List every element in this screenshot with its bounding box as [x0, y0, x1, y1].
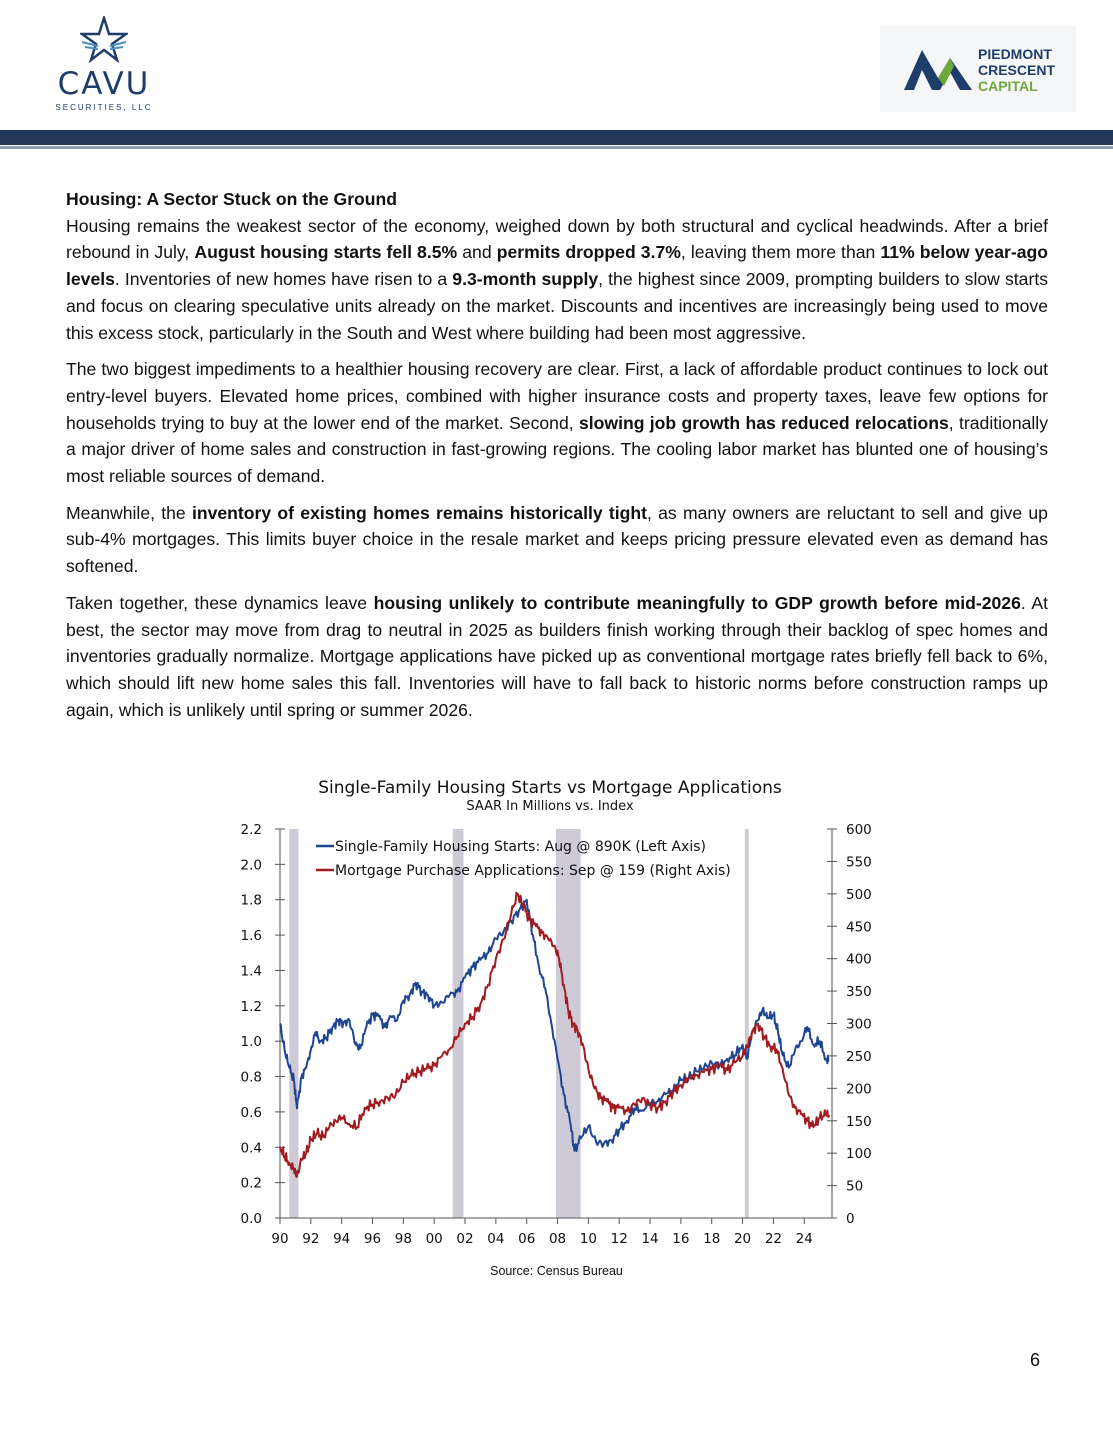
- page-number: 6: [1030, 1350, 1041, 1370]
- x-tick-label: 12: [610, 1231, 628, 1247]
- x-tick-label: 00: [425, 1231, 443, 1247]
- chart: [222, 772, 902, 1252]
- x-tick-label: 20: [733, 1231, 752, 1247]
- piedmont-line-3: CAPITAL: [978, 78, 1038, 94]
- piedmont-line-2: CRESCENT: [978, 62, 1056, 78]
- y-right-tick-label: 550: [846, 854, 872, 871]
- text-run: . Inventories of new homes have risen to a: [114, 269, 453, 290]
- y-right-tick-label: 100: [846, 1146, 872, 1163]
- text-run: Taken together, these dynamics leave: [66, 592, 374, 613]
- y-right-tick-label: 300: [846, 1016, 872, 1033]
- y-right-tick-label: 400: [846, 951, 872, 968]
- recession-band: [745, 829, 749, 1218]
- x-tick-label: 02: [456, 1231, 474, 1247]
- piedmont-line-1: PIEDMONT: [978, 46, 1052, 62]
- text-run: Housing remains the weakest sector of the economy, weighed down by both structural and cyclical headwinds. After a brief rebound in July,: [66, 215, 1048, 263]
- paragraph-2: [66, 356, 1048, 490]
- x-tick-label: 98: [394, 1231, 412, 1247]
- x-tick-label: 10: [579, 1231, 597, 1247]
- y-left-tick-label: 0.8: [240, 1069, 262, 1086]
- text-run: Meanwhile, the: [66, 502, 192, 523]
- bold-run: slowing job growth has reduced relocations: [578, 412, 949, 433]
- y-left-tick-label: 1.4: [240, 963, 262, 980]
- chart-title: Single-Family Housing Starts vs Mortgage Applications: [318, 778, 782, 798]
- y-right-tick-label: 600: [846, 822, 872, 838]
- cavu-tagline: SECURITIES, LLC: [55, 103, 153, 112]
- piedmont-wordmark: [978, 46, 1055, 94]
- chart-svg: [222, 772, 902, 1252]
- y-right-tick-label: 50: [846, 1178, 864, 1195]
- text-run: , traditionally a major driver of home sales and construction in fast-growing regions. The cooling labor market has blunted one of housing’s most reliable sources of demand.: [66, 412, 1048, 487]
- paragraph-4: [66, 590, 1048, 724]
- bold-run: housing unlikely to contribute meaningfully to GDP growth before mid-2026: [373, 592, 1021, 613]
- chart-subtitle: SAAR In Millions vs. Index: [466, 799, 634, 814]
- cavu-brand: CAVU: [57, 66, 151, 102]
- x-tick-label: 22: [764, 1231, 783, 1247]
- cavu-logo: [52, 14, 156, 110]
- y-right-tick-label: 200: [846, 1081, 872, 1098]
- y-right-tick-label: 150: [846, 1113, 872, 1130]
- y-left-tick-label: 0.0: [240, 1211, 262, 1227]
- text-run: and: [457, 242, 497, 263]
- bold-run: August housing starts fell 8.5%: [194, 242, 458, 263]
- y-right-tick-label: 0: [846, 1211, 855, 1227]
- x-tick-label: 04: [487, 1231, 505, 1247]
- x-tick-label: 06: [518, 1231, 536, 1247]
- y-right-tick-label: 500: [846, 886, 872, 903]
- y-left-tick-label: 0.6: [240, 1104, 262, 1121]
- header-band-line: [0, 146, 1113, 149]
- piedmont-logo: [880, 26, 1076, 112]
- y-left-tick-label: 2.2: [240, 822, 262, 838]
- text-run: , leaving them more than: [680, 242, 881, 263]
- x-tick-label: 94: [333, 1231, 351, 1247]
- bold-run: 9.3-month supply: [452, 269, 599, 290]
- text-run: . At best, the sector may move from drag to neutral in 2025 as builders finish working through their backlog of spec homes and inventories gradually normalize. Mortgage applications have picked up as conventional mortgage rates briefly fell back to 6%, which should lift new home sales this fall. Inventories will have to fall back to historic norms before construction ramps up again, which is unlikely until spring or summer 2026.: [66, 592, 1048, 720]
- recession-band: [453, 829, 464, 1218]
- legend-label-1: Single-Family Housing Starts: Aug @ 890K (Left Axis): [335, 839, 706, 855]
- bold-run: 11% below year-ago levels: [66, 242, 1048, 290]
- x-tick-label: 90: [271, 1231, 289, 1247]
- y-left-tick-label: 1.0: [240, 1034, 262, 1051]
- x-tick-label: 16: [672, 1231, 690, 1247]
- text-run: , the highest since 2009, prompting builders to slow starts and focus on clearing speculative units already on the market. Discounts and incentives are increasingly being used to move this excess stock, particularly in the South and West where building had been most aggressive.: [66, 269, 1048, 343]
- chart-source: Source: Census Bureau: [490, 1264, 623, 1278]
- y-right-tick-label: 450: [846, 919, 872, 936]
- recession-band: [289, 829, 298, 1218]
- x-tick-label: 96: [363, 1231, 382, 1247]
- legend-label-2: Mortgage Purchase Applications: Sep @ 159 (Right Axis): [335, 863, 731, 879]
- y-left-tick-label: 1.8: [240, 892, 262, 909]
- y-left-tick-label: 1.2: [240, 998, 262, 1015]
- x-tick-label: 08: [548, 1231, 567, 1247]
- text-run: The two biggest impediments to a healthier housing recovery are clear. First, a lack of affordable product continues to lock out entry-level buyers. Elevated home prices, combined with higher insurance costs and property taxes, leave few options for households trying to buy at the lower end of the market. Second,: [66, 359, 1048, 433]
- paragraph-3: [66, 500, 1048, 580]
- article-heading: Housing: A Sector Stuck on the Ground: [66, 189, 398, 209]
- header-band: [0, 130, 1113, 145]
- mountain-icon: [902, 44, 974, 92]
- y-left-tick-label: 1.6: [240, 928, 262, 945]
- y-right-tick-label: 250: [846, 1048, 872, 1065]
- text-run: , as many owners are reluctant to sell and give up sub-4% mortgages. This limits buyer choice in the resale market and keeps pricing pressure elevated even as demand has softened.: [66, 502, 1048, 577]
- x-tick-label: 24: [795, 1231, 813, 1247]
- x-tick-label: 14: [641, 1231, 659, 1247]
- x-tick-label: 18: [703, 1231, 721, 1247]
- article: [66, 186, 1048, 733]
- y-left-tick-label: 2.0: [240, 857, 262, 874]
- x-tick-label: 92: [302, 1231, 320, 1247]
- recession-band: [556, 829, 581, 1218]
- y-right-tick-label: 350: [846, 984, 872, 1001]
- bold-run: inventory of existing homes remains historically tight: [191, 502, 647, 523]
- star-wings-icon: [80, 16, 128, 64]
- paragraph-1: [66, 213, 1048, 347]
- bold-run: permits dropped 3.7%: [496, 242, 681, 263]
- y-left-tick-label: 0.4: [240, 1140, 262, 1157]
- y-left-tick-label: 0.2: [240, 1175, 262, 1192]
